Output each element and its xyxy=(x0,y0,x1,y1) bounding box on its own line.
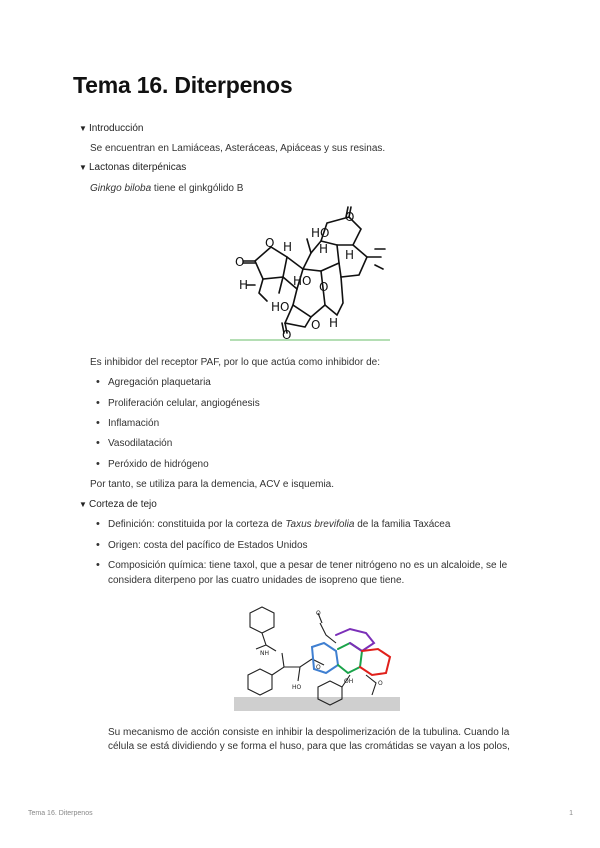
atom-label: NH xyxy=(260,650,269,657)
toggle-introduccion[interactable] xyxy=(79,123,143,134)
atom-label: HO xyxy=(292,684,302,691)
bullet-icon: • xyxy=(96,539,100,551)
conclusion-text: Por tanto, se utiliza para la demencia, ACV e isquemia. xyxy=(90,479,335,490)
taxol-structure xyxy=(232,605,402,713)
list-item-text: Vasodilatación xyxy=(108,438,173,449)
species-name: Taxus brevifolia xyxy=(285,519,355,530)
page-title: Tema 16. Diterpenos xyxy=(73,72,293,98)
atom-label: O xyxy=(319,280,329,294)
atom-label: O xyxy=(316,664,321,671)
toggle-lactonas[interactable] xyxy=(79,162,186,173)
list-item-text: de la familia Taxácea xyxy=(354,519,451,530)
list-item xyxy=(96,417,159,430)
atom-label: H xyxy=(329,316,339,330)
atom-label: H xyxy=(283,240,293,254)
toggle-label: Corteza de tejo xyxy=(89,499,157,510)
species-name: Ginkgo biloba xyxy=(90,183,152,194)
page-number: 1 xyxy=(569,810,573,817)
toggle-corteza-de-tejo[interactable] xyxy=(79,499,157,510)
bullet-icon: • xyxy=(96,518,100,530)
bullet-icon: • xyxy=(96,397,100,409)
mechanism-text-line1: Su mecanismo de acción consiste en inhibir la despolimerización de la tubulina. Cuando la xyxy=(108,727,510,738)
list-item-text: Composición química: tiene taxol, que a pesar de tener nitrógeno no es un alcaloide, se le xyxy=(108,560,508,571)
list-item-continuation: considera diterpeno por las cuatro unidades de isopreno que tiene. xyxy=(108,575,405,586)
atom-label: HO xyxy=(311,226,330,240)
list-item-text: Inflamación xyxy=(108,418,160,429)
ginkgo-rest: tiene el ginkgólido B xyxy=(151,183,244,194)
atom-label: H xyxy=(319,242,329,256)
list-item xyxy=(96,437,172,450)
intro-text: Se encuentran en Lamiáceas, Asteráceas, Apiáceas y sus resinas. xyxy=(90,143,386,154)
mechanism-text-line2: célula se está dividiendo y se forma el huso, para que las cromátidas se vayan a los polos, xyxy=(108,741,510,752)
bullet-icon: • xyxy=(96,559,100,571)
bullet-icon: • xyxy=(96,417,100,429)
ginkgolide-b-structure xyxy=(225,205,395,343)
atom-label: O xyxy=(282,328,292,342)
atom-label: O xyxy=(235,255,245,269)
atom-label: HO xyxy=(271,300,290,314)
list-item xyxy=(96,397,260,410)
atom-label: H xyxy=(345,248,355,262)
list-item-text: Peróxido de hidrógeno xyxy=(108,459,209,470)
atom-label: O xyxy=(345,210,355,224)
list-item xyxy=(96,518,450,531)
atom-label: O xyxy=(265,236,275,250)
list-item xyxy=(96,376,211,389)
list-item-text: Origen: costa del pacífico de Estados Unidos xyxy=(108,540,308,551)
atom-label: H xyxy=(239,278,249,292)
list-item xyxy=(96,458,209,471)
list-item-text: Agregación plaquetaria xyxy=(108,377,211,388)
ginkgo-text xyxy=(90,182,243,195)
list-item-text: Proliferación celular, angiogénesis xyxy=(108,398,260,409)
bullet-icon: • xyxy=(96,458,100,470)
bullet-icon: • xyxy=(96,376,100,388)
inhibitor-text: Es inhibidor del receptor PAF, por lo que actúa como inhibidor de: xyxy=(90,357,380,368)
triangle-down-icon[interactable]: ▼ xyxy=(79,163,87,172)
list-item xyxy=(96,559,507,572)
atom-label: O xyxy=(316,610,321,617)
list-item xyxy=(96,539,308,552)
atom-label: O xyxy=(311,318,321,332)
list-item-text: Definición: constituida por la corteza de xyxy=(108,519,286,530)
atom-label: O xyxy=(378,680,383,687)
triangle-down-icon[interactable]: ▼ xyxy=(79,124,87,133)
toggle-label: Lactonas diterpénicas xyxy=(89,162,187,173)
triangle-down-icon[interactable]: ▼ xyxy=(79,500,87,509)
atom-label: HO xyxy=(293,274,312,288)
footer-title: Tema 16. Diterpenos xyxy=(28,810,93,817)
bullet-icon: • xyxy=(96,437,100,449)
atom-label: OH xyxy=(344,678,354,685)
toggle-label: Introducción xyxy=(89,123,144,134)
